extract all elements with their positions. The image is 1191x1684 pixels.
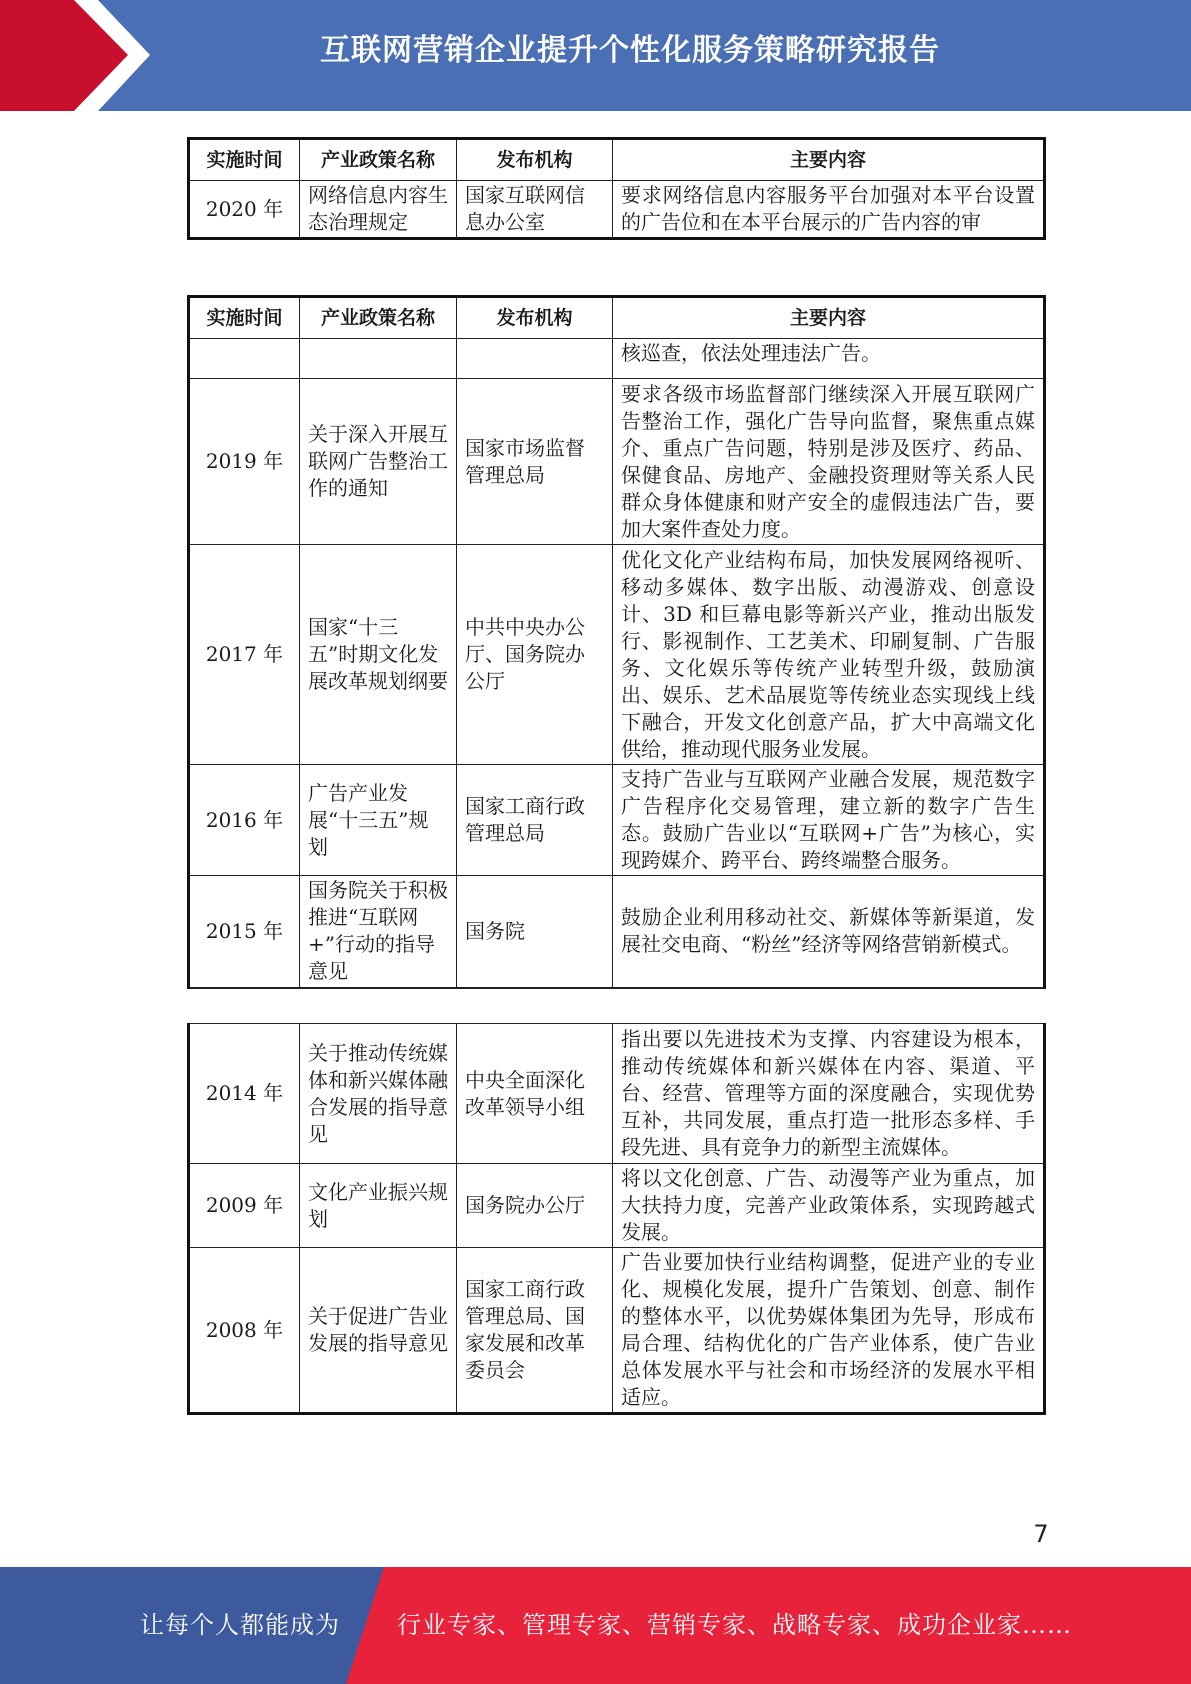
table-row — [189, 1248, 1045, 1414]
header-agency: 发布机构 — [457, 297, 613, 339]
header-policy-name: 产业政策名称 — [300, 139, 457, 181]
table-row — [189, 181, 1045, 239]
cell-year: 2017 年 — [189, 545, 300, 765]
header-content: 主要内容 — [613, 297, 1045, 339]
table-header-row — [189, 139, 1045, 181]
cell-policy-name: 关于推动传统媒体和新兴媒体融合发展的指导意见 — [300, 1024, 457, 1164]
policy-table-2 — [187, 295, 1046, 989]
cell-policy-name: 文化产业振兴规划 — [300, 1164, 457, 1248]
cell-year — [189, 339, 300, 379]
cell-agency: 中共中央办公厅、国务院办公厅 — [457, 545, 613, 765]
page-footer — [0, 1567, 1191, 1684]
cell-content: 指出要以先进技术为支撑、内容建设为根本，推动传统媒体和新兴媒体在内容、渠道、平台、经营、管理等方面的深度融合，实现优势互补，共同发展，重点打造一批形态多样、手段先进、具有竞争力的新型主流媒体。 — [613, 1024, 1045, 1164]
cell-agency: 国家市场监督管理总局 — [457, 379, 613, 545]
cell-policy-name: 国家“十三五”时期文化发展改革规划纲要 — [300, 545, 457, 765]
cell-year: 2016 年 — [189, 765, 300, 876]
footer-slogan-left: 让每个人都能成为 — [140, 1611, 340, 1639]
report-title: 互联网营销企业提升个性化服务策略研究报告 — [320, 33, 940, 68]
cell-policy-name: 国务院关于积极推进“互联网+”行动的指导意见 — [300, 876, 457, 988]
page-number: 7 — [1033, 1520, 1049, 1548]
cell-agency: 国务院 — [457, 876, 613, 988]
cell-year: 2020 年 — [189, 181, 300, 239]
cell-content: 核巡查，依法处理违法广告。 — [613, 339, 1045, 379]
cell-policy-name: 网络信息内容生态治理规定 — [300, 181, 457, 239]
cell-policy-name — [300, 339, 457, 379]
cell-content: 支持广告业与互联网产业融合发展，规范数字广告程序化交易管理，建立新的数字广告生态。鼓励广告业以“互联网+广告”为核心，实现跨媒介、跨平台、跨终端整合服务。 — [613, 765, 1045, 876]
table-row — [189, 1164, 1045, 1248]
page-header — [0, 0, 1191, 111]
cell-year: 2008 年 — [189, 1248, 300, 1414]
cell-agency: 国家互联网信息办公室 — [457, 181, 613, 239]
header-date: 实施时间 — [189, 297, 300, 339]
cell-content: 要求各级市场监督部门继续深入开展互联网广告整治工作，强化广告导向监督，聚焦重点媒介、重点广告问题，特别是涉及医疗、药品、保健食品、房地产、金融投资理财等关系人民群众身体健康和财产安全的虚假违法广告，要加大案件查处力度。 — [613, 379, 1045, 545]
header-agency: 发布机构 — [457, 139, 613, 181]
chevron-arrow-icon — [0, 0, 160, 111]
cell-agency: 国家工商行政管理总局 — [457, 765, 613, 876]
cell-policy-name: 关于深入开展互联网广告整治工作的通知 — [300, 379, 457, 545]
header-date: 实施时间 — [189, 139, 300, 181]
policy-table-1 — [187, 137, 1046, 240]
cell-agency: 国务院办公厅 — [457, 1164, 613, 1248]
header-content: 主要内容 — [613, 139, 1045, 181]
table-row — [189, 876, 1045, 988]
cell-content — [613, 181, 1045, 239]
table-row — [189, 1024, 1045, 1164]
cell-policy-name: 广告产业发展“十三五”规划 — [300, 765, 457, 876]
cell-year: 2009 年 — [189, 1164, 300, 1248]
cell-content: 广告业要加快行业结构调整，促进产业的专业化、规模化发展，提升广告策划、创意、制作的整体水平，以优势媒体集团为先导，形成布局合理、结构优化的广告产业体系，使广告业总体发展水平与社会和市场经济的发展水平相适应。 — [613, 1248, 1045, 1414]
cell-year: 2015 年 — [189, 876, 300, 988]
table-row — [189, 379, 1045, 545]
cell-agency — [457, 339, 613, 379]
footer-slogan-right: 行业专家、管理专家、营销专家、战略专家、成功企业家…… — [397, 1611, 1072, 1639]
cell-content: 优化文化产业结构布局，加快发展网络视听、移动多媒体、数字出版、动漫游戏、创意设计、3D 和巨幕电影等新兴产业，推动出版发行、影视制作、工艺美术、印刷复制、广告服务、文化娱乐等传统产业转型升级，鼓励演出、娱乐、艺术品展览等传统业态实现线上线下融合，开发文化创意产品，扩大中高端文化供给，推动现代服务业发展。 — [613, 545, 1045, 765]
table-header-row — [189, 297, 1045, 339]
cell-policy-name: 关于促进广告业发展的指导意见 — [300, 1248, 457, 1414]
cell-agency: 国家工商行政管理总局、国家发展和改革委员会 — [457, 1248, 613, 1414]
policy-table-3 — [187, 1023, 1046, 1415]
cell-year: 2019 年 — [189, 379, 300, 545]
table-row — [189, 339, 1045, 379]
cell-content: 鼓励企业利用移动社交、新媒体等新渠道，发展社交电商、“粉丝”经济等网络营销新模式。 — [613, 876, 1045, 988]
table-row — [189, 545, 1045, 765]
header-policy-name: 产业政策名称 — [300, 297, 457, 339]
cell-year: 2014 年 — [189, 1024, 300, 1164]
cell-content: 将以文化创意、广告、动漫等产业为重点，加大扶持力度，完善产业政策体系，实现跨越式发展。 — [613, 1164, 1045, 1248]
cell-content-text: 要求网络信息内容服务平台加强对本平台设置的广告位和在本平台展示的广告内容的审 — [621, 183, 1035, 234]
cell-agency: 中央全面深化改革领导小组 — [457, 1024, 613, 1164]
table-row — [189, 765, 1045, 876]
